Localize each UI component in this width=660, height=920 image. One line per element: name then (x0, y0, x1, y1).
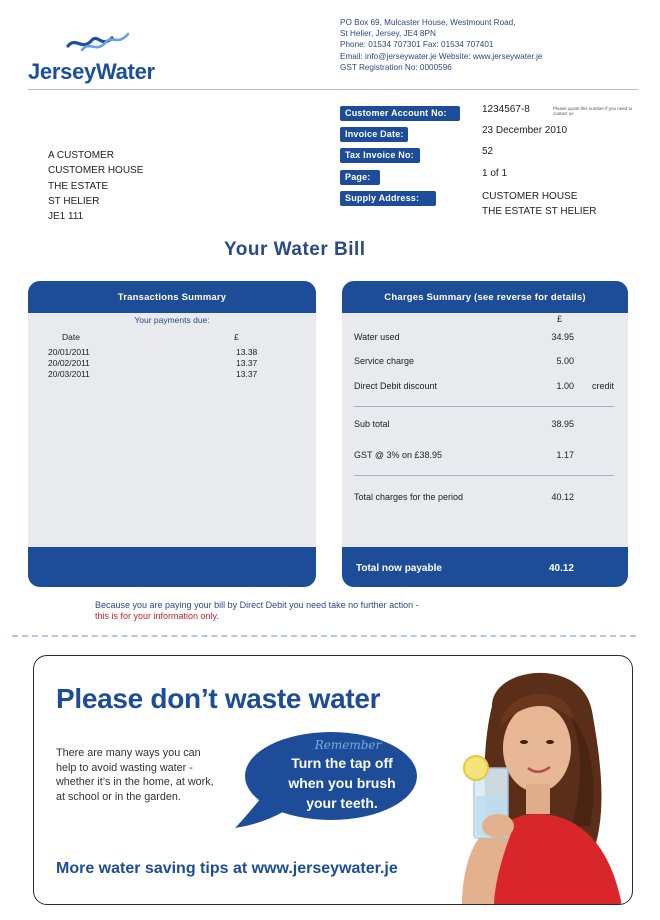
customer-address-line: A CUSTOMER (48, 150, 114, 161)
charges-divider (354, 475, 614, 476)
page-number: 1 of 1 (482, 167, 508, 179)
woman-drinking-water-image (432, 656, 633, 905)
logo-text: JerseyWater (28, 59, 155, 84)
water-saving-advert (33, 655, 633, 905)
payment-amount: 13.37 (236, 358, 258, 368)
discount-label: Direct Debit discount (354, 381, 438, 391)
tips-link[interactable]: More water saving tips at www.jerseywater.je (56, 860, 398, 877)
address-line: Email: info@jerseywater.je Website: www.jerseywater.je (340, 51, 543, 61)
wave-logo-icon (64, 26, 134, 56)
direct-debit-note-info: this is for your information only. (95, 611, 219, 621)
customer-postcode: JE1 111 (48, 211, 84, 223)
customer-address (48, 148, 143, 224)
charges-heading: Charges Summary (see reverse for details) (342, 281, 628, 313)
water-used-amount: 34.95 (551, 332, 574, 342)
bubble-line: when you brush (288, 775, 396, 791)
tax-invoice-number: 52 (482, 146, 494, 158)
amount-column-header: £ (234, 332, 239, 342)
jersey-water-logo (28, 26, 168, 86)
payment-amount: 13.38 (236, 347, 258, 357)
account-values (482, 104, 596, 219)
payments-due-subheading: Your payments due: (134, 315, 210, 325)
currency-symbol: £ (556, 314, 562, 324)
gst-registration: GST Registration No: 0000596 (340, 62, 452, 72)
total-payable-label: Total now payable (356, 563, 442, 574)
supply-address-label: Supply Address: (340, 191, 436, 206)
invoice-date-label: Invoice Date: (340, 127, 408, 142)
credit-label: credit (591, 381, 614, 391)
tax-invoice-label: Tax Invoice No: (340, 148, 420, 163)
subtotal-amount: 38.95 (551, 419, 574, 429)
quote-number-note: Please quote this number if you need to contact us (553, 106, 633, 116)
transactions-footer-bar (28, 547, 316, 587)
invoice-date: 23 December 2010 (482, 125, 568, 137)
account-number: 1234567-8 (482, 104, 530, 115)
customer-address-line: THE ESTATE (48, 180, 109, 192)
date-column-header: Date (62, 332, 80, 342)
remember-label: Remember (314, 738, 382, 752)
bubble-line: Turn the tap off (291, 755, 393, 771)
header-divider (28, 89, 638, 90)
supply-address-line: THE ESTATE ST HELIER (482, 205, 597, 217)
total-payable-row (356, 563, 614, 574)
address-line: St Helier, Jersey, JE4 8PN (340, 29, 436, 39)
service-charge-amount: 5.00 (556, 356, 574, 366)
customer-address-line: ST HELIER (48, 195, 100, 207)
charges-divider (354, 406, 614, 407)
account-labels (340, 106, 460, 212)
direct-debit-note-line: Because you are paying your bill by Direct Debit you need take no further action - (95, 600, 419, 610)
gst-amount: 1.17 (556, 450, 574, 460)
charges-footer-bar (342, 547, 628, 587)
page-label: Page: (340, 170, 380, 185)
account-no-label: Customer Account No: (340, 106, 460, 121)
payment-date: 20/03/2011 (48, 369, 90, 379)
service-charge-label: Service charge (354, 356, 415, 366)
gst-label: GST @ 3% on £38.95 (354, 450, 443, 460)
payment-amount: 13.37 (236, 369, 258, 379)
transactions-heading: Transactions Summary (28, 281, 316, 313)
discount-amount: 1.00 (556, 381, 574, 391)
supply-address-line: CUSTOMER HOUSE (482, 190, 578, 202)
period-total-label: Total charges for the period (354, 492, 464, 502)
charges-summary-panel (342, 281, 628, 587)
period-total-amount: 40.12 (551, 492, 574, 502)
transactions-summary-panel (28, 281, 316, 587)
company-address (340, 17, 542, 73)
bill-title: Your Water Bill (224, 239, 366, 260)
water-used-label: Water used (354, 332, 400, 342)
total-payable-amount: 40.12 (548, 563, 574, 574)
advert-title: Please don’t waste water (56, 683, 381, 714)
bubble-text (263, 738, 421, 812)
payment-date: 20/02/2011 (48, 358, 90, 368)
payment-date: 20/01/2011 (48, 347, 90, 357)
advert-body: There are many ways you can help to avoid wasting water - whether it’s in the home, at work, at school or in the garden. (56, 747, 214, 804)
bubble-line: your teeth. (306, 795, 378, 811)
customer-address-line: CUSTOMER HOUSE (48, 165, 144, 177)
direct-debit-note (95, 600, 419, 622)
tear-off-divider (12, 635, 636, 637)
address-line: Phone: 01534 707301 Fax: 01534 707401 (340, 40, 494, 50)
subtotal-label: Sub total (354, 419, 390, 429)
address-line: PO Box 69, Mulcaster House, Westmount Road, (340, 18, 516, 27)
